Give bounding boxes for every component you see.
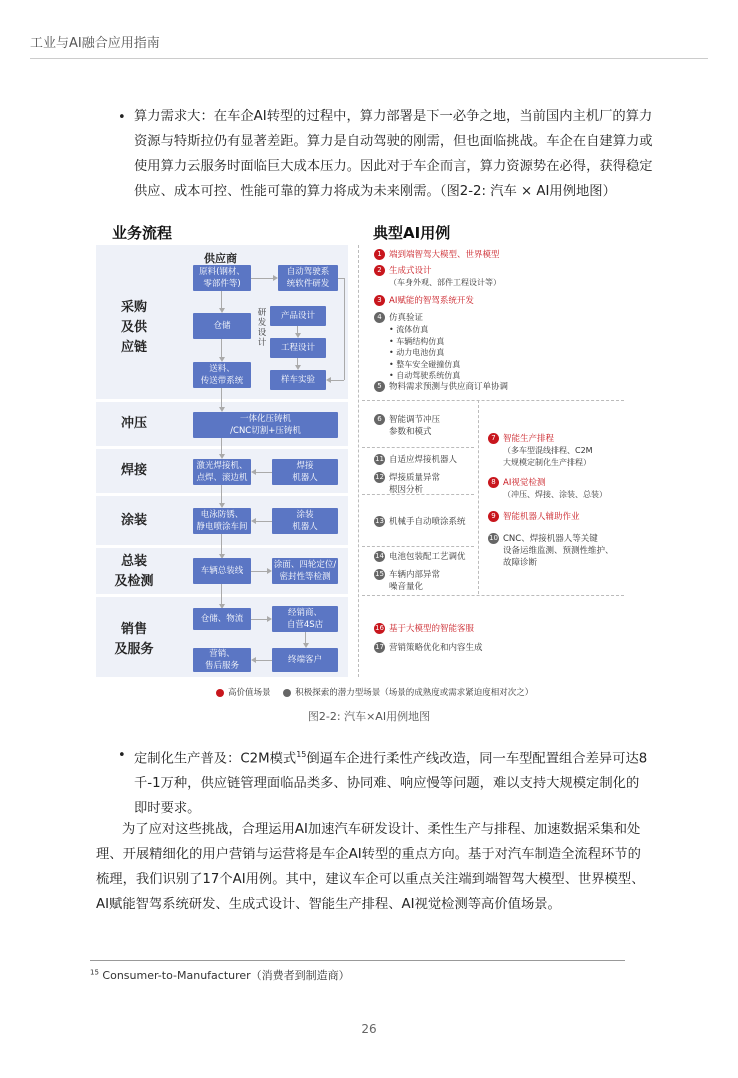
list-item: • 车辆结构仿真 <box>389 336 445 346</box>
connector <box>221 339 222 357</box>
connector <box>256 521 272 522</box>
case-number-badge: 3 <box>374 295 385 306</box>
connector <box>305 632 306 643</box>
box-warehouse-logistics: 仓储、物流 <box>193 608 251 630</box>
figure-right-title: 典型AI用例 <box>373 224 451 242</box>
case-text: 自适应焊接机器人 <box>389 455 458 465</box>
footnote-ref: 15 <box>296 750 307 759</box>
list-text: 流体仿真 <box>396 325 429 334</box>
use-case-3 <box>374 295 474 307</box>
use-case-15 <box>374 569 440 593</box>
simulation-list <box>389 324 460 382</box>
case-text: 根因分析 <box>389 485 424 495</box>
footnote-text: Consumer-to-Manufacturer（消费者到制造商） <box>102 969 350 982</box>
box-dealer <box>272 606 338 632</box>
use-case-11 <box>374 454 457 466</box>
box-line: 点焊、滚边机 <box>196 473 248 483</box>
connector <box>221 388 222 408</box>
list-text: 自动驾驶系统仿真 <box>396 371 461 380</box>
box-line: 原料(钢材、 <box>199 267 245 277</box>
bullet-marker: • <box>118 110 126 125</box>
arrow-right-icon <box>273 275 278 281</box>
footnote-divider <box>90 960 625 961</box>
vertical-char: 计 <box>257 338 267 348</box>
connector <box>256 660 272 661</box>
box-line: 自动驾驶系 <box>286 267 330 277</box>
arrow-left-icon <box>251 469 256 475</box>
figure-left-title: 业务流程 <box>112 224 173 242</box>
use-case-7 <box>488 433 593 468</box>
row-divider <box>362 447 474 448</box>
case-text: 机械手自动喷涂系统 <box>389 517 466 527</box>
list-text: 车辆结构仿真 <box>396 336 445 346</box>
arrow-down-icon <box>295 333 301 338</box>
connector <box>251 571 267 572</box>
row-divider <box>362 595 624 596</box>
footnote <box>90 967 350 983</box>
box-line: 涂装 <box>296 510 314 520</box>
bullet-paragraph-compute <box>134 104 654 204</box>
arrow-left-icon <box>251 657 256 663</box>
case-subtext: （冲压、焊接、涂装、总装） <box>503 490 607 499</box>
use-case-9 <box>488 511 580 523</box>
arrow-down-icon <box>295 365 301 370</box>
box-line: 激光焊接机、 <box>196 461 248 471</box>
case-text: 车辆内部异常 <box>389 570 441 580</box>
case-text: 焊接质量异常 <box>389 473 441 483</box>
case-text: 智能机器人辅助作业 <box>503 512 580 522</box>
text-line: 为了应对这些挑战，合理运用AI加速汽车研发设计、柔性生产与排程、加速数据采集和处 <box>122 822 641 837</box>
box-end-customer: 终端客户 <box>272 648 338 672</box>
case-number-badge: 17 <box>375 643 384 651</box>
figure-divider <box>358 245 359 677</box>
connector <box>221 291 222 308</box>
case-number-badge: 11 <box>375 455 384 463</box>
case-text: 基于大模型的智能客服 <box>389 624 475 634</box>
box-line: 密封性等检测 <box>279 572 331 582</box>
case-subtext: （车身外观、部件工程设计等） <box>389 278 501 287</box>
box-line: /CNC切割+压铸机 <box>230 426 301 436</box>
text-line: 算力需求大：在车企AI转型的过程中，算力部署是下一必争之地，当前国内主机厂的算力 <box>134 109 653 124</box>
case-number-badge: 12 <box>375 473 384 481</box>
stage-line: 及检测 <box>114 574 154 589</box>
box-line: 焊接 <box>296 461 314 471</box>
stage-line: 总装 <box>120 554 147 569</box>
box-delivery-conveyor <box>193 362 251 388</box>
list-item: • 自动驾驶系统仿真 <box>389 371 461 380</box>
text-segment: 倒逼车企进行柔性产线改造，同一车型配置组合差异可达8 <box>306 751 648 767</box>
use-case-12 <box>374 472 440 496</box>
case-number-badge: 5 <box>374 381 385 392</box>
sub-line: （多车型混线排程、C2M <box>503 446 593 455</box>
box-line: 统软件研发 <box>286 279 330 289</box>
case-text: 参数和模式 <box>389 427 432 437</box>
supplier-title: 供应商 <box>204 252 237 265</box>
box-engineering-design: 工程设计 <box>270 338 326 358</box>
box-line: 电泳防锈、 <box>200 510 244 520</box>
case-text: 故障诊断 <box>503 558 538 568</box>
case-text: 智能调节冲压 <box>389 415 441 425</box>
legend-red-dot-icon <box>216 689 224 697</box>
text-line: 资源与特斯拉仍有显著差距。算力是自动驾驶的刚需，但也面临挑战。车企在自建算力或 <box>134 134 653 149</box>
text-line: 理、开展精细化的用户营销与运营将是车企AI转型的重点方向。基于对汽车制造全流程环节的 <box>96 847 641 862</box>
box-autodrive-software <box>278 265 338 291</box>
page-number: 26 <box>361 1022 377 1036</box>
box-electrophoresis <box>193 508 251 534</box>
list-item: • 流体仿真 <box>389 325 429 334</box>
box-raw-materials <box>193 265 251 291</box>
case-number-badge: 1 <box>374 249 385 260</box>
case-text: 端到端智驾大模型、世界模型 <box>389 250 500 260</box>
use-case-8 <box>488 477 607 501</box>
case-text: 营销策略优化和内容生成 <box>389 643 483 653</box>
use-case-17 <box>374 642 483 654</box>
case-number-badge: 7 <box>488 433 499 444</box>
case-number-badge: 2 <box>374 265 385 276</box>
case-text: CNC、焊接机器人等关键 <box>503 534 598 544</box>
box-painting-robot <box>272 508 338 534</box>
connector <box>256 472 272 473</box>
box-product-design: 产品设计 <box>270 306 326 326</box>
box-line: 营销、 <box>209 649 235 659</box>
use-case-10 <box>488 533 614 569</box>
case-number-badge: 16 <box>375 624 384 632</box>
legend-gray-dot-icon <box>283 689 291 697</box>
case-number-badge: 10 <box>489 534 498 542</box>
connector <box>221 584 222 605</box>
text-line <box>134 742 654 771</box>
text-line: AI赋能智驾系统研发、生成式设计、智能生产排程、AI视觉检测等高价值场景。 <box>96 897 561 912</box>
case-number-badge: 4 <box>374 312 385 323</box>
figure-divider <box>478 400 479 594</box>
arrow-down-icon <box>219 308 225 313</box>
connector <box>221 438 222 455</box>
stage-welding: 焊接 <box>120 463 147 478</box>
stage-line: 采购 <box>120 300 147 315</box>
vertical-char: 研 <box>257 308 267 318</box>
use-case-5 <box>374 381 508 393</box>
box-welding-robot <box>272 459 338 485</box>
box-line: 送料、 <box>209 364 235 374</box>
connector <box>331 380 344 381</box>
figure-legend <box>216 686 533 698</box>
box-line: 静电喷涂车间 <box>196 522 248 532</box>
stage-line: 应链 <box>120 340 147 355</box>
text-line: 即时要求。 <box>134 801 201 817</box>
body-paragraph <box>96 817 656 917</box>
case-number-badge: 8 <box>488 477 499 488</box>
legend-high-value: 高价值场景 <box>228 688 271 698</box>
figure-caption: 图2-2: 汽车×AI用例地图 <box>307 710 431 723</box>
vertical-label-rd <box>257 308 267 348</box>
case-text: 生成式设计 <box>389 266 432 276</box>
box-line: 经销商、 <box>287 608 322 618</box>
stage-sales <box>104 620 164 660</box>
box-line: 传送带系统 <box>200 376 244 386</box>
running-header: 工业与AI融合应用指南 <box>30 36 160 51</box>
list-item: • 整车安全碰撞仿真 <box>389 359 461 369</box>
stage-stamping: 冲压 <box>120 416 147 431</box>
case-subtext <box>503 445 593 468</box>
use-case-1 <box>374 249 500 261</box>
arrow-left-icon <box>326 377 331 383</box>
box-line: 售后服务 <box>204 661 239 671</box>
stage-assembly <box>104 552 164 592</box>
box-line: 机器人 <box>292 473 318 483</box>
case-text: 智能生产排程 <box>503 434 555 444</box>
use-case-2 <box>374 265 501 289</box>
use-case-16 <box>374 623 474 635</box>
connector <box>221 534 222 555</box>
case-number-badge: 14 <box>375 552 384 560</box>
box-line: 涂面、四轮定位/ <box>273 560 337 570</box>
row-divider <box>362 546 474 547</box>
bullet-paragraph-c2m <box>134 742 654 821</box>
case-number-badge: 9 <box>488 511 499 522</box>
use-case-13 <box>374 516 466 528</box>
box-line: 一体化压铸机 <box>239 414 291 424</box>
case-number-badge: 13 <box>375 517 384 525</box>
use-case-14 <box>374 551 466 563</box>
list-text: 动力电池仿真 <box>396 348 445 357</box>
arrow-right-icon <box>267 568 272 574</box>
use-case-4 <box>374 312 460 382</box>
connector <box>251 278 273 279</box>
box-line: 自营4S店 <box>286 620 324 630</box>
list-item: • 动力电池仿真 <box>389 348 445 357</box>
text-line: 千-1万种，供应链管理面临品类多、协同难、响应慢等问题，难以支持大规模定制化的 <box>134 776 640 792</box>
box-die-casting <box>193 412 338 438</box>
header-divider <box>30 58 708 59</box>
case-text: 物料需求预测与供应商订单协调 <box>389 382 509 392</box>
row-divider <box>362 400 624 401</box>
arrow-left-icon <box>251 518 256 524</box>
vertical-char: 发 <box>257 318 267 328</box>
connector <box>344 278 345 380</box>
legend-potential: 积极探索的潜力型场景（场景的成熟度或需求紧迫度相对次之） <box>295 688 534 698</box>
case-text: 电池包装配工艺调优 <box>389 552 466 562</box>
case-number-badge: 6 <box>374 414 385 425</box>
stage-line: 及服务 <box>114 642 154 657</box>
text-segment: 定制化生产普及：C2M模式 <box>134 751 297 767</box>
connector <box>251 619 267 620</box>
box-inspection <box>272 558 338 584</box>
sub-line: 大规模定制化生产排程） <box>503 457 591 467</box>
bullet-marker: • <box>118 748 126 763</box>
box-assembly-line: 车辆总装线 <box>193 558 251 584</box>
use-case-6 <box>374 414 440 438</box>
vertical-char: 设 <box>257 328 267 338</box>
case-text: 设备运维监测、预测性维护、 <box>503 546 614 556</box>
stage-line: 及供 <box>120 320 147 335</box>
case-text: 噪音量化 <box>389 582 424 592</box>
stage-painting: 涂装 <box>120 513 147 528</box>
case-text: AI赋能的智驾系统开发 <box>389 296 474 306</box>
stage-line: 销售 <box>120 622 147 637</box>
case-number-badge: 15 <box>375 570 384 578</box>
box-line: 零部件等) <box>203 279 241 289</box>
box-storage: 仓储 <box>193 313 251 339</box>
text-line: 供应、成本可控、性能可靠的算力将成为未来刚需。（图2-2: 汽车 × AI用例地图） <box>134 184 616 199</box>
box-marketing-service <box>193 648 251 672</box>
arrow-down-icon <box>303 643 309 648</box>
footnote-mark: 15 <box>90 968 99 977</box>
text-line: 梳理，我们识别了17个AI用例。其中，建议车企可以重点关注端到端智驾大模型、世界模型、 <box>96 872 645 887</box>
stage-procurement <box>104 298 164 358</box>
arrow-down-icon <box>219 357 225 362</box>
box-prototype-test: 样车实验 <box>270 370 326 390</box>
connector <box>297 358 298 365</box>
box-laser-welding <box>193 459 251 485</box>
text-line: 使用算力云服务时面临巨大成本压力。因此对于车企而言，算力资源势在必得，获得稳定 <box>134 159 653 174</box>
case-text: 仿真验证 <box>389 313 424 323</box>
arrow-right-icon <box>267 616 272 622</box>
box-line: 机器人 <box>292 522 318 532</box>
connector <box>297 326 298 333</box>
case-text: AI视觉检测 <box>503 478 546 488</box>
connector <box>221 485 222 504</box>
list-text: 整车安全碰撞仿真 <box>396 359 461 369</box>
